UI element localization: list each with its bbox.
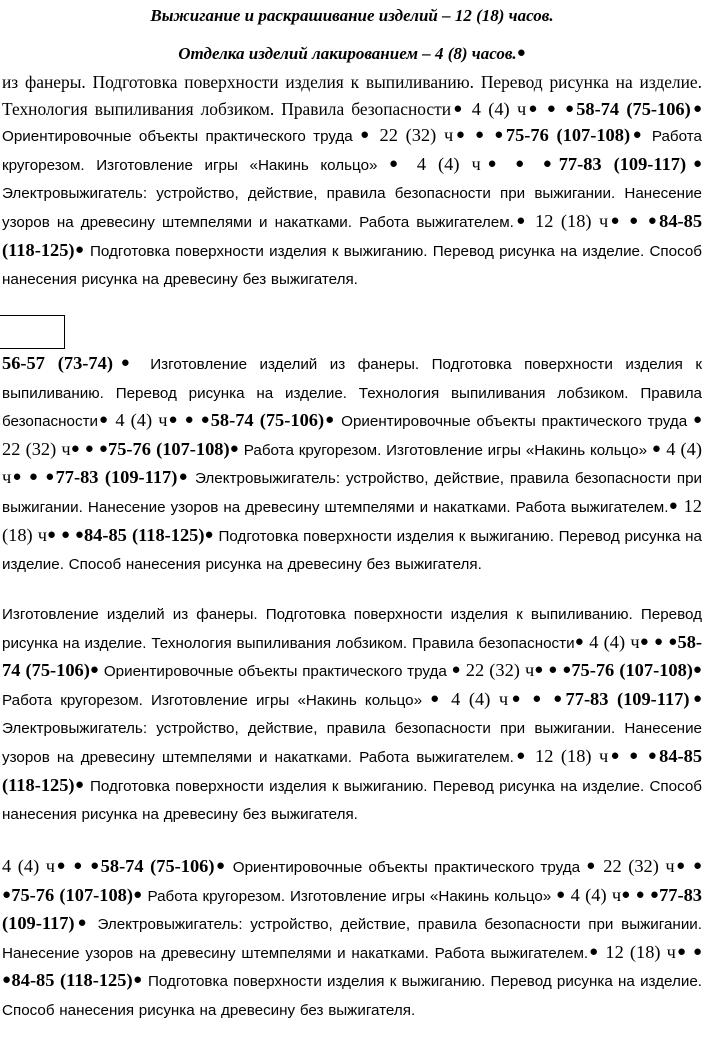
bullet-dot-icon: ● <box>324 412 336 429</box>
bullet-dot-icon: ● <box>516 45 526 61</box>
page-range: 77-83 (109-117) <box>2 884 702 934</box>
bullet-dot-icon: ● <box>654 633 664 650</box>
bullet-dot-icon: ● <box>639 633 650 650</box>
bullet-dot-icon: ● <box>2 972 12 989</box>
bullet-dot-icon: ● <box>389 155 405 172</box>
paragraph-2 <box>2 350 702 579</box>
bullet-dot-icon: ● <box>55 858 67 874</box>
page-range: 77-83 (109-117) <box>565 688 690 709</box>
bullet-dot-icon: ● <box>692 858 703 874</box>
text-segment: Изготовление изделий из фанеры. Подготовка поверхности изделия к выпиливанию. Перевод рисунка на изделие. Технология выпиливания лобзиком. Правила безопасности <box>2 356 702 431</box>
page-range: 75-76 (107-108) <box>108 438 230 459</box>
bullet-dot-icon: ● <box>70 440 80 457</box>
hours-value: 4 (4) ч <box>404 153 481 174</box>
bullet-dot-icon: ● <box>2 886 12 903</box>
section-title-varnishing <box>0 44 704 64</box>
bullet-dot-icon: ● <box>508 690 525 707</box>
hours-value: 12 (18) ч <box>599 941 676 962</box>
page-range: 84-85 (118-125) <box>2 745 703 795</box>
text-segment: Электровыжигатель: устройство, действие, правила безопасности при выжигании. Нанесение узоров на древесину штемпелями и накатками. Работа выжигателем. <box>2 720 702 766</box>
hours-value: 22 (32) ч <box>2 438 71 459</box>
bullet-dot-icon: ● <box>608 747 622 764</box>
text-segment: Работа кругорезом. Изготовление игры «Накинь кольцо» <box>2 128 702 174</box>
bullet-dot-icon: ● <box>532 690 545 707</box>
hours-value: 4 (4) ч <box>2 856 55 876</box>
bullet-dot-icon: ● <box>167 412 179 429</box>
bullet-dot-icon: ● <box>47 526 57 543</box>
bullet-dot-icon: ● <box>177 469 189 486</box>
bullet-dot-icon: ● <box>515 155 532 172</box>
text-segment: Электровыжигатель: устройство, действие, правила безопасности при выжигании. Нанесение узоров на древесину штемпелями и накатками. Работа выжигателем. <box>2 185 702 231</box>
page-range: 56-57 (73-74) <box>2 353 113 373</box>
bullet-dot-icon: ● <box>74 776 85 793</box>
bullet-dot-icon: ● <box>45 469 56 486</box>
hours-value: 4 (4) ч <box>109 410 168 431</box>
bullet-dot-icon: ● <box>74 915 90 932</box>
text-segment: Электровыжигатель: устройство, действие, правила безопасности при выжигании. Нанесение узоров на древесину штемпелями и накатками. Работа выжигателем. <box>2 470 702 516</box>
bullet-dot-icon: ● <box>526 100 540 117</box>
bullet-dot-icon: ● <box>629 747 641 764</box>
bullet-dot-icon: ● <box>451 662 461 679</box>
bullet-dot-icon: ● <box>74 526 84 543</box>
text-segment: Ориентировочные объекты практического труда <box>2 128 361 146</box>
page-range: 84-85 (118-125) <box>2 210 703 260</box>
bullet-dot-icon: ● <box>651 440 662 457</box>
hours-value: 22 (32) ч <box>371 125 454 146</box>
bullet-dot-icon: ● <box>84 440 94 457</box>
bullet-dot-icon: ● <box>451 100 465 117</box>
text-segment: Подготовка поверхности изделия к выжиганию. Перевод рисунка на изделие. Способ нанесения рисунка на древесину без выжигателя. <box>2 242 702 289</box>
hours-value: 22 (32) ч <box>460 660 535 681</box>
bullet-dot-icon: ● <box>475 127 487 144</box>
bullet-dot-icon: ● <box>98 412 110 429</box>
bullet-dot-icon: ● <box>562 662 572 679</box>
bullet-dot-icon: ● <box>586 858 597 874</box>
page-range: 58-74 (75-106) <box>2 631 703 681</box>
bullet-dot-icon: ● <box>647 212 660 229</box>
paragraph-4 <box>2 853 702 1025</box>
text-segment: Работа кругорезом. Изготовление игры «Накинь кольцо» <box>243 441 652 459</box>
text-segment: Работа кругорезом. Изготовление игры «Накинь кольцо» <box>147 887 557 905</box>
page-range: 84-85 (118-125) <box>83 524 205 545</box>
text-segment: Ориентировочные объекты практического труда <box>341 413 693 431</box>
bullet-dot-icon: ● <box>546 100 558 117</box>
bullet-dot-icon: ● <box>513 212 528 229</box>
bullet-dot-icon: ● <box>556 886 566 903</box>
bullet-dot-icon: ● <box>647 747 660 764</box>
bullet-dot-icon: ● <box>98 440 108 457</box>
paragraph-1 <box>2 69 702 294</box>
page-range: 75-76 (107-108) <box>11 884 133 905</box>
text-segment: Подготовка поверхности изделия к выжиганию. Перевод рисунка на изделие. Способ нанесения рисунка на древесину без выжигателя. <box>2 527 702 574</box>
page-range: 58-74 (75-106) <box>210 410 325 431</box>
bullet-dot-icon: ● <box>674 858 687 874</box>
bullet-dot-icon: ● <box>635 886 645 903</box>
hours-value: 4 (4) ч <box>583 631 640 652</box>
bullet-dot-icon: ● <box>494 127 506 144</box>
bullet-dot-icon: ● <box>74 241 85 258</box>
page-range: 84-85 (118-125) <box>11 970 133 991</box>
bullet-dot-icon: ● <box>649 886 660 903</box>
bullet-dot-icon: ● <box>692 412 702 429</box>
bullet-dot-icon: ● <box>692 943 702 960</box>
hours-value: 4 (4) ч <box>464 98 527 119</box>
hours-value: 4 (4) ч <box>565 884 622 905</box>
bullet-dot-icon: ● <box>621 886 631 903</box>
bullet-dot-icon: ● <box>132 972 143 989</box>
bullet-dot-icon: ● <box>564 100 577 117</box>
bullet-dot-icon: ● <box>184 412 195 429</box>
hours-value: 4 (4) ч <box>442 688 509 709</box>
bullet-dot-icon: ● <box>28 469 40 486</box>
text-segment: из фанеры. Подготовка поверхности изделия к выпиливанию. Перевод рисунка на изделие. Технология выпиливания лобзиком. Правила безопасности <box>2 72 702 119</box>
bullet-dot-icon: ● <box>11 469 23 486</box>
bullet-dot-icon: ● <box>668 633 678 650</box>
bullet-dot-icon: ● <box>574 633 584 650</box>
hours-value: 12 (18) ч <box>527 745 609 766</box>
bullet-dot-icon: ● <box>90 858 101 874</box>
page-range: 58-74 (75-106) <box>576 98 691 119</box>
page-range: 75-76 (107-108) <box>571 660 693 681</box>
page-range: 77-83 (109-117) <box>55 467 178 488</box>
bullet-dot-icon: ● <box>89 662 99 679</box>
bullet-dot-icon: ● <box>200 412 211 429</box>
bullet-dot-icon: ● <box>60 526 71 543</box>
bullet-dot-icon: ● <box>214 858 227 874</box>
text-segment: Ориентировочные объекты практического труда <box>232 859 587 876</box>
bullet-dot-icon: ● <box>513 747 528 764</box>
bullet-dot-icon: ● <box>204 526 214 543</box>
text-segment: Изготовление изделий из фанеры. Подготовка поверхности изделия к выпиливанию. Перевод рисунка на изделие. Технология выпиливания лобзиком. Правила безопасности <box>2 606 702 652</box>
bullet-dot-icon: ● <box>73 858 84 874</box>
page-range: 77-83 (109-117) <box>558 153 687 174</box>
bullet-dot-icon: ● <box>542 155 559 172</box>
section-title-varnishing-text: Отделка изделий лакированием – 4 (8) часов. <box>178 44 517 63</box>
text-segment: Электровыжигатель: устройство, действие, правила безопасности при выжигании. Нанесение узоров на древесину штемпелями и накатками. Работа выжигателем. <box>2 916 703 962</box>
bullet-dot-icon: ● <box>480 155 504 172</box>
section-title-burning: Выжигание и раскрашивание изделий – 12 (18) часов. <box>150 6 554 25</box>
bullet-dot-icon: ● <box>229 440 239 457</box>
bullet-dot-icon: ● <box>692 662 702 679</box>
hours-value: 12 (18) ч <box>2 495 702 545</box>
text-segment: Ориентировочные объекты практического труда <box>103 663 452 681</box>
bullet-dot-icon: ● <box>430 690 443 707</box>
text-segment: Подготовка поверхности изделия к выжиганию. Перевод рисунка на изделие. Способ нанесения рисунка на древесину без выжигателя. <box>2 973 702 1019</box>
bullet-dot-icon: ● <box>675 943 688 960</box>
bullet-dot-icon: ● <box>534 662 544 679</box>
bullet-dot-icon: ● <box>553 690 566 707</box>
bullet-dot-icon: ● <box>112 355 138 371</box>
text-segment: Подготовка поверхности изделия к выжиганию. Перевод рисунка на изделие. Способ нанесения рисунка на древесину без выжигателя. <box>2 777 702 824</box>
bullet-dot-icon: ● <box>630 127 645 144</box>
bullet-dot-icon: ● <box>132 886 143 903</box>
hours-value: 22 (32) ч <box>596 856 675 876</box>
bullet-dot-icon: ● <box>453 127 468 144</box>
bullet-dot-icon: ● <box>689 690 702 707</box>
bullet-dot-icon: ● <box>548 662 558 679</box>
bullet-dot-icon: ● <box>690 100 703 117</box>
bullet-dot-icon: ● <box>588 943 600 960</box>
hours-value: 4 (4) ч <box>2 438 703 488</box>
bullet-dot-icon: ● <box>686 155 703 172</box>
paragraph-3 <box>2 600 702 829</box>
text-segment: Работа кругорезом. Изготовление игры «Накинь кольцо» <box>2 691 431 709</box>
page-range: 75-76 (107-108) <box>505 125 631 146</box>
bullet-dot-icon: ● <box>360 127 372 144</box>
empty-frame-box <box>0 315 65 349</box>
page-range: 58-74 (75-106) <box>100 856 215 876</box>
bullet-dot-icon: ● <box>608 212 622 229</box>
bullet-dot-icon: ● <box>629 212 641 229</box>
hours-value: 12 (18) ч <box>527 210 609 231</box>
bullet-dot-icon: ● <box>668 497 679 514</box>
